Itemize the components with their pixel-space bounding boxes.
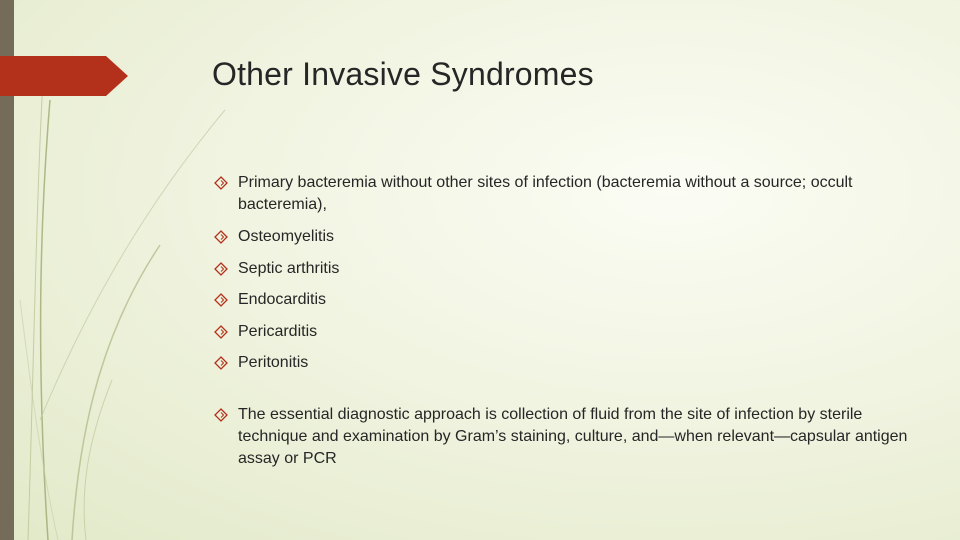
slide-title: Other Invasive Syndromes [212, 56, 594, 92]
bullet-text: Endocarditis [238, 291, 327, 308]
bullet-text: Osteomyelitis [238, 228, 335, 245]
bullet-text: Septic arthritis [238, 259, 340, 277]
bullet-item [214, 258, 930, 280]
diamond-outline-icon [214, 408, 228, 422]
bullet-list [214, 172, 930, 470]
diamond-outline-icon [214, 176, 228, 190]
diamond-outline-icon [214, 262, 228, 276]
bullet-text: Peritonitis [238, 354, 309, 371]
bullet-item [214, 404, 930, 470]
diamond-outline-icon [214, 325, 228, 339]
bullet-item [214, 226, 930, 248]
diamond-outline-icon [214, 356, 228, 370]
bullet-text: Primary bacteremia without other sites of infection (bacteremia without a source; occult bacteremia), [238, 174, 853, 213]
bullet-item [214, 321, 930, 343]
bullet-item [214, 289, 930, 311]
bullet-item [214, 352, 930, 374]
diamond-outline-icon [214, 230, 228, 244]
bullet-item [214, 172, 930, 216]
diamond-outline-icon [214, 293, 228, 307]
title-accent-tab [0, 56, 128, 96]
bullet-text: Pericarditis [238, 322, 318, 340]
bullet-text: The essential diagnostic approach is collection of fluid from the site of infection by sterile technique and examination by Gram’s staining, culture, and—when relevant—capsular antigen assay or PCR [238, 406, 908, 467]
